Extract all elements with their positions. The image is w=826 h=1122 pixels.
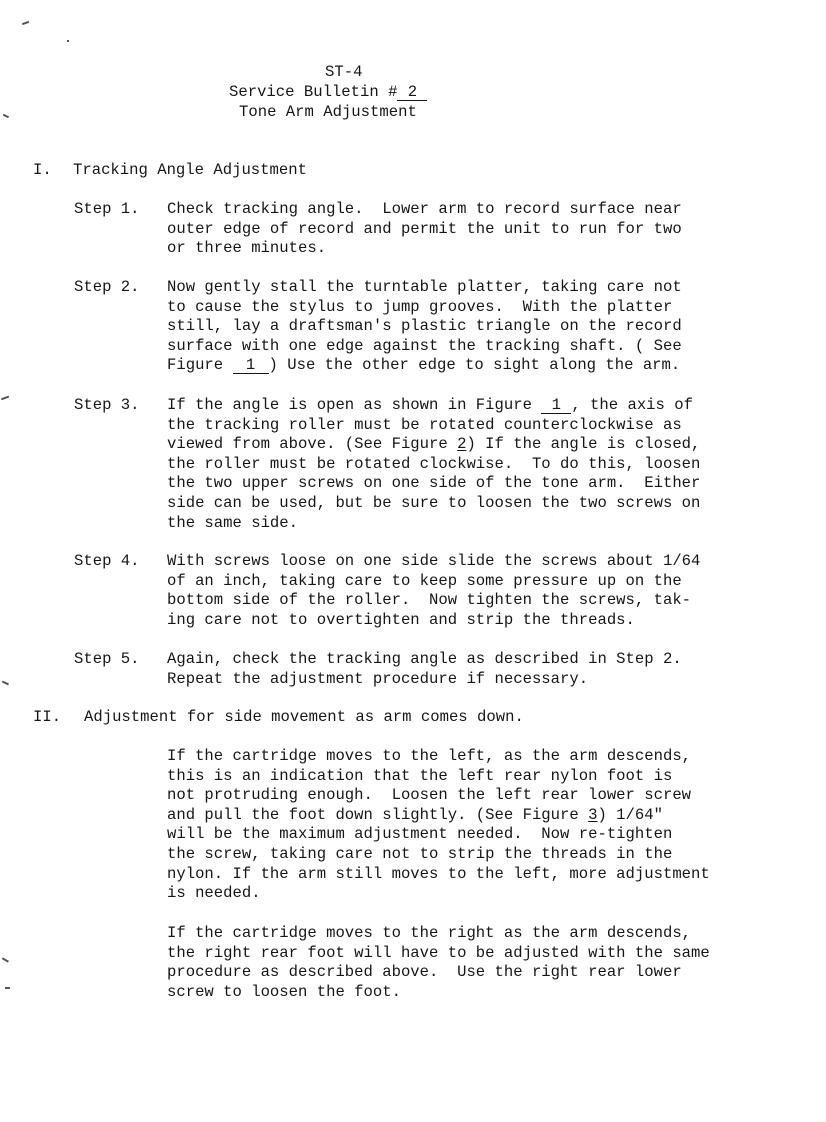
text-line bbox=[167, 356, 682, 376]
text-line: the roller must be rotated clockwise. To do this, loosen bbox=[167, 454, 701, 473]
text-line: Again, check the tracking angle as described in Step 2. bbox=[167, 650, 682, 668]
text-fragment: Figure bbox=[167, 356, 233, 375]
text-line: bottom side of the roller. Now tighten the screws, tak- bbox=[167, 591, 692, 610]
bulletin-subject: Tone Arm Adjustment bbox=[239, 103, 417, 121]
section-heading bbox=[33, 708, 524, 728]
step-text bbox=[167, 396, 700, 533]
text-fragment: ) 1/64" bbox=[597, 805, 663, 824]
section-numeral: I. bbox=[33, 161, 52, 179]
text-line: nylon. If the arm still moves to the left, more adjustment bbox=[167, 864, 710, 883]
scan-mark bbox=[1, 396, 9, 400]
text-line: side can be used, but be sure to loosen the two screws on bbox=[167, 493, 701, 512]
step-label: Step 3. bbox=[74, 396, 140, 414]
text-line: screw to loosen the foot. bbox=[167, 982, 401, 1001]
text-line: the right rear foot will have to be adjusted with the same bbox=[167, 943, 710, 962]
text-line bbox=[167, 806, 710, 826]
text-line: of an inch, taking care to keep some pressure up on the bbox=[167, 571, 682, 590]
step-label: Step 2. bbox=[74, 278, 140, 296]
text-line: surface with one edge against the tracking shaft. ( See bbox=[167, 336, 682, 355]
section-title: Adjustment for side movement as arm comes down. bbox=[84, 708, 524, 726]
text-line: If the cartridge moves to the left, as the arm descends, bbox=[167, 747, 692, 765]
scan-mark bbox=[2, 957, 9, 962]
text-line bbox=[167, 396, 700, 416]
step-label: Step 5. bbox=[74, 650, 140, 668]
text-fragment: If the angle is open as shown in Figure bbox=[167, 396, 542, 414]
scan-mark bbox=[3, 114, 9, 118]
bulletin-number: 2 bbox=[397, 85, 427, 101]
figure-reference: 1 bbox=[541, 398, 571, 414]
text-fragment: ) If the angle is closed, bbox=[466, 435, 701, 454]
text-line: this is an indication that the left rear nylon foot is bbox=[167, 766, 673, 785]
text-line: still, lay a draftsman's plastic triangle on the record bbox=[167, 317, 682, 336]
text-fragment: , the axis of bbox=[571, 396, 693, 414]
bulletin-title bbox=[229, 83, 427, 103]
figure-reference: 3 bbox=[588, 805, 598, 824]
figure-reference: 1 bbox=[233, 358, 269, 374]
bulletin-prefix: Service Bulletin # bbox=[229, 83, 398, 101]
section-title: Tracking Angle Adjustment bbox=[73, 161, 307, 179]
text-line: the screw, taking care not to strip the threads in the bbox=[167, 844, 673, 863]
text-line: procedure as described above. Use the right rear lower bbox=[167, 963, 682, 982]
step-text bbox=[167, 552, 700, 630]
step-label: Step 1. bbox=[74, 200, 140, 218]
text-line: is needed. bbox=[167, 884, 261, 903]
paragraph bbox=[167, 924, 710, 1002]
scan-mark bbox=[2, 681, 9, 685]
step-text bbox=[167, 650, 682, 689]
step-text bbox=[167, 278, 682, 376]
text-line: outer edge of record and permit the unit to run for two bbox=[167, 219, 682, 238]
text-line: or three minutes. bbox=[167, 239, 327, 258]
scan-mark bbox=[67, 40, 69, 42]
text-line bbox=[167, 435, 700, 455]
text-fragment: and pull the foot down slightly. (See Figure bbox=[167, 805, 589, 824]
section-heading bbox=[33, 161, 307, 181]
step-label: Step 4. bbox=[74, 552, 140, 570]
text-line: With screws loose on one side slide the screws about 1/64 bbox=[167, 552, 701, 570]
text-line: ing care not to overtighten and strip the threads. bbox=[167, 610, 635, 629]
paragraph bbox=[167, 747, 710, 904]
text-line: the same side. bbox=[167, 513, 299, 532]
text-line: to cause the stylus to jump grooves. With the platter bbox=[167, 297, 673, 316]
text-line: the two upper screws on one side of the tone arm. Either bbox=[167, 474, 701, 493]
figure-reference: 2 bbox=[457, 435, 467, 454]
step-text bbox=[167, 200, 682, 259]
text-line: If the cartridge moves to the right as the arm descends, bbox=[167, 924, 692, 942]
section-numeral: II. bbox=[33, 708, 62, 726]
text-line: Check tracking angle. Lower arm to record surface near bbox=[167, 200, 682, 218]
scan-mark bbox=[22, 21, 29, 25]
text-line: will be the maximum adjustment needed. Now re-tighten bbox=[167, 825, 673, 844]
scan-mark bbox=[5, 987, 10, 989]
text-line: Repeat the adjustment procedure if necessary. bbox=[167, 669, 589, 688]
text-line: not protruding enough. Loosen the left rear lower screw bbox=[167, 786, 692, 805]
document-code: ST-4 bbox=[325, 63, 363, 81]
text-fragment: viewed from above. (See Figure bbox=[167, 435, 458, 454]
text-fragment: ) Use the other edge to sight along the arm. bbox=[268, 356, 681, 375]
text-line: the tracking roller must be rotated counterclockwise as bbox=[167, 415, 682, 434]
text-line: Now gently stall the turntable platter, taking care not bbox=[167, 278, 682, 296]
